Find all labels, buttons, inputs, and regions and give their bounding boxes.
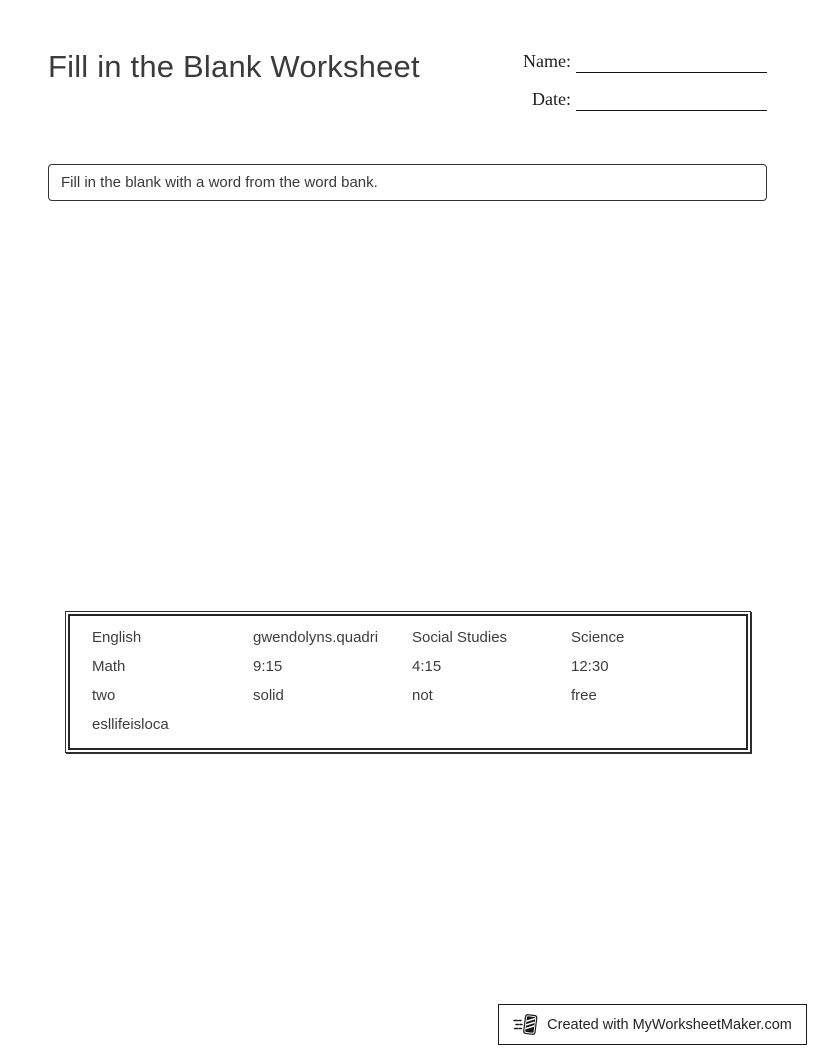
word-bank-item: Social Studies bbox=[412, 629, 508, 646]
name-blank-line[interactable] bbox=[576, 50, 767, 73]
word-bank-grid bbox=[92, 623, 746, 739]
word-bank-item: 4:15 bbox=[412, 658, 442, 675]
word-bank-inner-border bbox=[68, 614, 748, 750]
name-date-block bbox=[523, 50, 767, 111]
word-bank-item: two bbox=[92, 687, 116, 704]
date-blank-line[interactable] bbox=[576, 88, 767, 111]
flying-worksheet-icon bbox=[513, 1011, 540, 1038]
word-bank-item: not bbox=[412, 687, 433, 704]
name-row bbox=[523, 50, 767, 73]
word-bank-item: English bbox=[92, 629, 142, 646]
word-bank-item: 9:15 bbox=[253, 658, 283, 675]
page-title: Fill in the Blank Worksheet bbox=[48, 49, 420, 84]
instruction-box bbox=[48, 164, 767, 201]
word-bank-item: gwendolyns.quadri bbox=[253, 629, 379, 646]
instruction-text: Fill in the blank with a word from the word bank. bbox=[61, 174, 378, 191]
word-bank-item: Science bbox=[571, 629, 625, 646]
date-row bbox=[523, 88, 767, 111]
date-label: Date: bbox=[532, 89, 571, 109]
word-bank-item: solid bbox=[253, 687, 284, 704]
word-bank-item: 12:30 bbox=[571, 658, 609, 675]
footer-credit-text: Created with MyWorksheetMaker.com bbox=[547, 1016, 792, 1033]
word-bank-item: Math bbox=[92, 658, 126, 675]
name-label: Name: bbox=[523, 51, 571, 71]
word-bank-box bbox=[65, 611, 751, 753]
footer-credit-badge[interactable] bbox=[498, 1004, 807, 1045]
word-bank-item: esllifeisloca bbox=[92, 716, 169, 733]
word-bank-item: free bbox=[571, 687, 597, 704]
